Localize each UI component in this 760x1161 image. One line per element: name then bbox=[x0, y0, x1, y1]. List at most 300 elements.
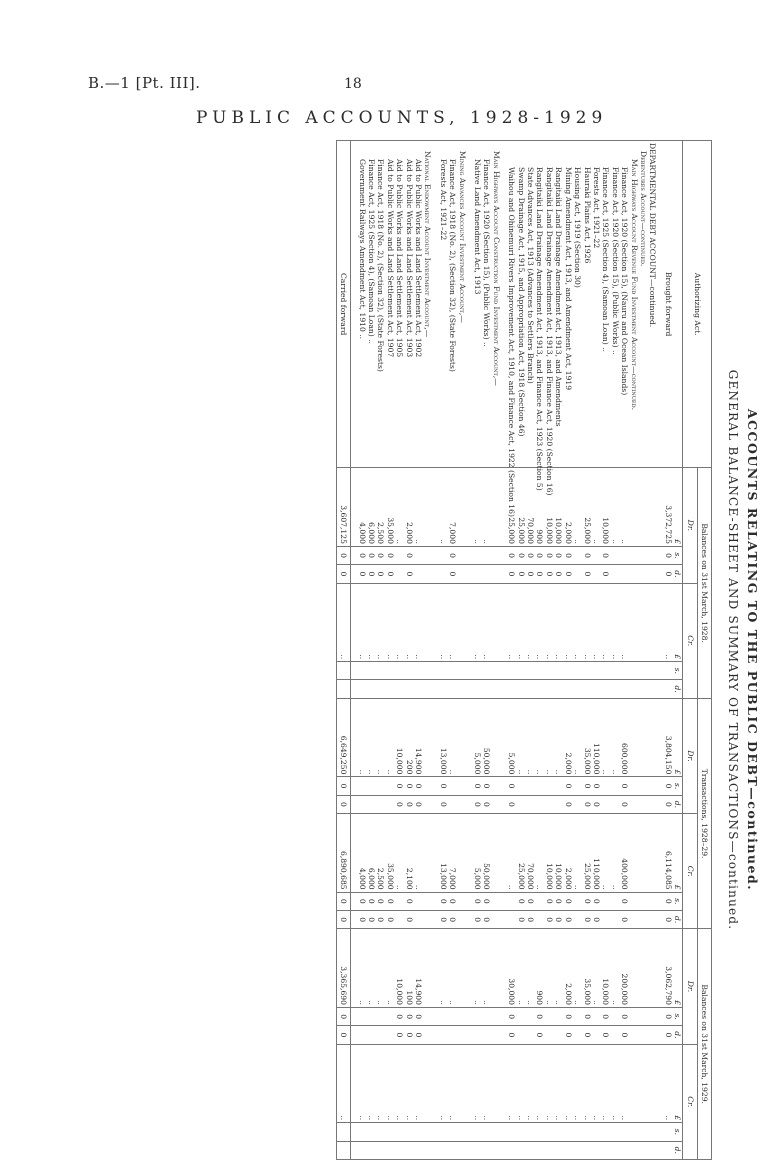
amount-pounds: 2,000 bbox=[563, 929, 572, 1008]
amount-shillings: 0 bbox=[367, 546, 376, 564]
amount-pence bbox=[385, 795, 394, 813]
amount-pounds: .. bbox=[482, 929, 491, 1008]
amount-shillings: 0 bbox=[663, 1007, 672, 1025]
amount-shillings bbox=[448, 662, 457, 680]
amount-shillings bbox=[491, 662, 500, 680]
amount-pounds: .. bbox=[620, 468, 629, 547]
amount-pounds: .. bbox=[414, 468, 423, 547]
rotated-table-region bbox=[120, 140, 760, 1160]
amount-pence: 0 bbox=[448, 910, 457, 928]
amount-pounds: .. bbox=[573, 1044, 582, 1123]
amount-shillings bbox=[663, 662, 672, 680]
amount-pounds: .. bbox=[385, 1044, 394, 1123]
amount-pounds: .. bbox=[620, 1044, 629, 1123]
amount-pence: 0 bbox=[526, 910, 535, 928]
amount-pounds bbox=[501, 468, 507, 547]
amount-shillings bbox=[648, 662, 657, 680]
amount-pounds: .. bbox=[448, 583, 457, 662]
act-label: Forests Act, 1921–22 bbox=[438, 141, 447, 468]
amount-pence bbox=[376, 795, 385, 813]
amount-shillings bbox=[423, 662, 432, 680]
amount-shillings bbox=[357, 1123, 366, 1141]
table-row bbox=[404, 141, 413, 1160]
amount-pence bbox=[376, 1026, 385, 1044]
act-label: National Endowment Account Investment Account,— bbox=[423, 141, 432, 468]
amount-pounds bbox=[432, 583, 438, 662]
amount-shillings: 0 bbox=[404, 546, 413, 564]
amount-shillings bbox=[501, 1007, 507, 1025]
amount-pounds: .. bbox=[376, 583, 385, 662]
amount-pence bbox=[404, 680, 413, 698]
amount-pounds: 5,000 bbox=[473, 698, 482, 777]
amount-pounds: .. bbox=[554, 698, 563, 777]
amount-pence: 0 bbox=[507, 565, 516, 583]
amount-pounds: .. bbox=[376, 698, 385, 777]
amount-shillings bbox=[526, 1007, 535, 1025]
amount-pence bbox=[336, 680, 350, 698]
amount-pence bbox=[629, 1141, 638, 1160]
amount-shillings bbox=[545, 662, 554, 680]
unit-pence: d. bbox=[673, 680, 683, 698]
amount-pence bbox=[563, 680, 572, 698]
amount-shillings bbox=[491, 777, 500, 795]
unit-pounds: £ bbox=[673, 468, 683, 547]
amount-pounds bbox=[423, 468, 432, 547]
table-body bbox=[336, 141, 682, 1160]
amount-pence bbox=[357, 1141, 366, 1160]
table-row bbox=[592, 141, 601, 1160]
amount-shillings: 0 bbox=[582, 546, 591, 564]
amount-shillings: 0 bbox=[367, 892, 376, 910]
amount-shillings: 0 bbox=[395, 1007, 404, 1025]
table-row bbox=[582, 141, 591, 1160]
amount-shillings bbox=[404, 1123, 413, 1141]
amount-shillings bbox=[457, 1123, 466, 1141]
amount-pence bbox=[357, 680, 366, 698]
amount-pounds bbox=[351, 929, 358, 1008]
amount-pounds bbox=[432, 929, 438, 1008]
amount-pounds: 10,000 bbox=[554, 468, 563, 547]
amount-pence bbox=[473, 1026, 482, 1044]
amount-shillings bbox=[648, 1123, 657, 1141]
header-authorizing-act: Authorizing Act. bbox=[683, 141, 712, 468]
amount-pence bbox=[610, 910, 619, 928]
amount-shillings bbox=[336, 1123, 350, 1141]
amount-pounds: .. bbox=[610, 814, 619, 893]
amount-pence bbox=[648, 910, 657, 928]
amount-pence bbox=[457, 1026, 466, 1044]
amount-shillings bbox=[507, 1123, 516, 1141]
amount-pounds: .. bbox=[482, 1044, 491, 1123]
amount-pence bbox=[526, 1026, 535, 1044]
amount-shillings bbox=[482, 1007, 491, 1025]
amount-shillings bbox=[432, 662, 438, 680]
amount-pence bbox=[501, 680, 507, 698]
amount-pence: 0 bbox=[336, 565, 350, 583]
amount-pence: 0 bbox=[385, 910, 394, 928]
amount-shillings bbox=[395, 1123, 404, 1141]
amount-pence bbox=[573, 910, 582, 928]
amount-pounds: .. bbox=[516, 698, 525, 777]
act-label: Rangitaiki Land Drainage Amendment Act, 1913, and Finance Act, 1920 (Section 16) bbox=[545, 141, 554, 468]
amount-shillings bbox=[467, 546, 473, 564]
amount-pounds bbox=[351, 583, 358, 662]
amount-shillings: 0 bbox=[545, 892, 554, 910]
amount-pounds: .. bbox=[376, 929, 385, 1008]
amount-pounds: .. bbox=[357, 698, 366, 777]
amount-pounds: 25,000 bbox=[507, 468, 516, 547]
amount-pence bbox=[526, 795, 535, 813]
amount-shillings bbox=[516, 777, 525, 795]
act-label: Main Highways Account Construction Fund Investment Account,— bbox=[491, 141, 500, 468]
amount-shillings bbox=[554, 777, 563, 795]
amount-shillings bbox=[610, 1007, 619, 1025]
amount-pence bbox=[639, 910, 648, 928]
amount-shillings bbox=[610, 662, 619, 680]
amount-shillings bbox=[639, 777, 648, 795]
amount-shillings: 0 bbox=[535, 546, 544, 564]
amount-pence: 0 bbox=[526, 565, 535, 583]
amount-pence bbox=[482, 1026, 491, 1044]
amount-pence: 0 bbox=[601, 565, 610, 583]
amount-shillings bbox=[610, 777, 619, 795]
amount-pence bbox=[351, 795, 358, 813]
header-balances-1928: Balances on 31st March, 1928. bbox=[697, 468, 711, 699]
amount-pence bbox=[639, 1141, 648, 1160]
amount-shillings: 0 bbox=[357, 546, 366, 564]
amount-pounds bbox=[467, 929, 473, 1008]
amount-shillings bbox=[351, 662, 358, 680]
amount-pounds: .. bbox=[554, 929, 563, 1008]
amount-shillings bbox=[376, 1123, 385, 1141]
amount-shillings bbox=[629, 892, 638, 910]
amount-pence bbox=[507, 1141, 516, 1160]
amount-pence bbox=[573, 680, 582, 698]
amount-pounds: 2,000 bbox=[563, 814, 572, 893]
unit-shillings: s. bbox=[673, 892, 683, 910]
amount-shillings bbox=[592, 662, 601, 680]
amount-pounds bbox=[423, 1044, 432, 1123]
amount-pence bbox=[423, 1026, 432, 1044]
amount-pounds: .. bbox=[385, 929, 394, 1008]
amount-pence bbox=[385, 680, 394, 698]
amount-pence bbox=[573, 1141, 582, 1160]
act-label: State Advances Act, 1913 (Advances to Settlers Branch) bbox=[526, 141, 535, 468]
act-label: Main Highways Account Revenue Fund Investment Account—continued. bbox=[629, 141, 638, 468]
amount-pence bbox=[648, 565, 657, 583]
amount-pounds: .. bbox=[448, 929, 457, 1008]
amount-shillings bbox=[657, 1123, 663, 1141]
amount-shillings: 0 bbox=[526, 892, 535, 910]
amount-pence: 0 bbox=[507, 1026, 516, 1044]
amount-shillings bbox=[501, 892, 507, 910]
amount-pence: 0 bbox=[582, 565, 591, 583]
unit-pounds: £ bbox=[673, 583, 683, 662]
act-label: Native Land Amendment Act, 1913 bbox=[473, 141, 482, 468]
table-row bbox=[473, 141, 482, 1160]
table-row bbox=[457, 141, 466, 1160]
amount-pence bbox=[610, 680, 619, 698]
amount-pounds bbox=[501, 583, 507, 662]
amount-pounds: .. bbox=[516, 583, 525, 662]
amount-pence bbox=[351, 680, 358, 698]
header-dr: Dr. bbox=[683, 929, 697, 1044]
table-row bbox=[336, 141, 350, 1160]
amount-pence: 0 bbox=[482, 910, 491, 928]
amount-pence bbox=[620, 1141, 629, 1160]
amount-pence bbox=[573, 795, 582, 813]
act-label: Swamp Drainage Act, 1915, and Appropriation Act, 1918 (Section 46) bbox=[516, 141, 525, 468]
amount-pence: 0 bbox=[448, 565, 457, 583]
amount-pounds: .. bbox=[592, 583, 601, 662]
amount-pounds: .. bbox=[573, 698, 582, 777]
units-row bbox=[673, 141, 683, 1160]
amount-shillings bbox=[648, 892, 657, 910]
amount-pounds: .. bbox=[395, 1044, 404, 1123]
amount-shillings bbox=[639, 892, 648, 910]
unit-shillings: s. bbox=[673, 662, 683, 680]
table-row bbox=[414, 141, 423, 1160]
amount-pounds: .. bbox=[573, 814, 582, 893]
amount-shillings bbox=[395, 662, 404, 680]
amount-shillings bbox=[629, 777, 638, 795]
table-row bbox=[648, 141, 657, 1160]
amount-pence: 0 bbox=[357, 565, 366, 583]
amount-pounds bbox=[648, 1044, 657, 1123]
amount-pence bbox=[376, 1141, 385, 1160]
amount-pounds: .. bbox=[663, 1044, 672, 1123]
amount-pence: 0 bbox=[592, 910, 601, 928]
amount-pounds: .. bbox=[367, 698, 376, 777]
amount-pounds: 25,000 bbox=[516, 468, 525, 547]
amount-shillings: 0 bbox=[482, 777, 491, 795]
unit-shillings: s. bbox=[673, 777, 683, 795]
unit-pence: d. bbox=[673, 1026, 683, 1044]
amount-pence bbox=[610, 565, 619, 583]
table-row bbox=[376, 141, 385, 1160]
amount-shillings bbox=[648, 1007, 657, 1025]
amount-pence bbox=[610, 795, 619, 813]
amount-shillings bbox=[438, 1007, 447, 1025]
amount-shillings bbox=[601, 892, 610, 910]
amount-pounds: .. bbox=[601, 1044, 610, 1123]
table-row bbox=[385, 141, 394, 1160]
amount-shillings bbox=[620, 662, 629, 680]
act-label: Waihou and Ohinemuri Rivers Improvement Act, 1910, and Finance Act, 1922 (Section 16) bbox=[507, 141, 516, 468]
amount-pounds: 35,000 bbox=[385, 814, 394, 893]
amount-pence: 0 bbox=[336, 910, 350, 928]
amount-pence bbox=[663, 1141, 672, 1160]
amount-pence bbox=[376, 680, 385, 698]
amount-pounds: 2,100 bbox=[404, 814, 413, 893]
amount-pounds: 4,000 bbox=[357, 468, 366, 547]
amount-shillings bbox=[554, 662, 563, 680]
unit-pence: d. bbox=[673, 795, 683, 813]
amount-shillings bbox=[467, 1123, 473, 1141]
amount-shillings bbox=[423, 777, 432, 795]
amount-pounds: .. bbox=[554, 1044, 563, 1123]
amount-shillings: 0 bbox=[563, 892, 572, 910]
amount-pence bbox=[501, 795, 507, 813]
amount-pence: 0 bbox=[414, 1026, 423, 1044]
amount-pence bbox=[473, 565, 482, 583]
amount-shillings bbox=[582, 1123, 591, 1141]
amount-pence bbox=[501, 565, 507, 583]
act-label: Finance Act, 1920 (Section 15), (Nauru and Ocean Islands) bbox=[620, 141, 629, 468]
amount-shillings bbox=[563, 662, 572, 680]
amount-pounds: 10,000 bbox=[601, 929, 610, 1008]
amount-pounds: .. bbox=[357, 1044, 366, 1123]
amount-shillings bbox=[457, 1007, 466, 1025]
amount-shillings: 0 bbox=[507, 777, 516, 795]
amount-pence bbox=[545, 680, 554, 698]
spacer-row bbox=[501, 141, 507, 1160]
amount-pence bbox=[423, 1141, 432, 1160]
amount-shillings bbox=[491, 892, 500, 910]
amount-shillings bbox=[592, 546, 601, 564]
amount-shillings bbox=[385, 777, 394, 795]
amount-pounds: .. bbox=[601, 583, 610, 662]
amount-pounds: 2,500 bbox=[376, 468, 385, 547]
header-transactions: Transactions, 1928–29. bbox=[697, 698, 711, 929]
act-label: Mining Amendment Act, 1913, and Amendment Act, 1919 bbox=[563, 141, 572, 468]
amount-pounds bbox=[457, 583, 466, 662]
amount-pence: 0 bbox=[545, 910, 554, 928]
amount-shillings bbox=[473, 1007, 482, 1025]
amount-shillings bbox=[620, 546, 629, 564]
amount-shillings bbox=[367, 1007, 376, 1025]
amount-pounds: .. bbox=[526, 1044, 535, 1123]
amount-pounds: 6,114,085 bbox=[663, 814, 672, 893]
amount-shillings bbox=[663, 1123, 672, 1141]
amount-pence bbox=[648, 680, 657, 698]
amount-pence: 0 bbox=[620, 910, 629, 928]
amount-shillings bbox=[414, 546, 423, 564]
amount-shillings bbox=[639, 1007, 648, 1025]
amount-pence bbox=[438, 565, 447, 583]
amount-pence bbox=[639, 565, 648, 583]
amount-shillings bbox=[648, 546, 657, 564]
amount-pounds: 7,000 bbox=[448, 814, 457, 893]
amount-pence: 0 bbox=[507, 795, 516, 813]
amount-pounds: .. bbox=[414, 1044, 423, 1123]
amount-pence bbox=[404, 1141, 413, 1160]
act-label: Finance Act, 1918 (No. 2), (Section 32), (State Forests) bbox=[376, 141, 385, 468]
amount-pounds bbox=[657, 1044, 663, 1123]
amount-pence bbox=[414, 565, 423, 583]
act-label: Finance Act, 1918 (No. 2), (Section 32), (State Forests) bbox=[448, 141, 457, 468]
header-cr: Cr. bbox=[683, 583, 697, 698]
amount-pence: 0 bbox=[376, 565, 385, 583]
amount-pounds bbox=[457, 468, 466, 547]
act-label bbox=[467, 141, 473, 468]
amount-shillings: 0 bbox=[554, 546, 563, 564]
amount-shillings: 0 bbox=[663, 777, 672, 795]
amount-pounds: .. bbox=[448, 1044, 457, 1123]
amount-pence: 0 bbox=[563, 565, 572, 583]
amount-pounds bbox=[423, 814, 432, 893]
amount-pence bbox=[610, 1026, 619, 1044]
amount-pounds: .. bbox=[336, 1044, 350, 1123]
amount-pence: 0 bbox=[395, 795, 404, 813]
amount-pence: 0 bbox=[545, 565, 554, 583]
amount-shillings bbox=[385, 1007, 394, 1025]
amount-shillings bbox=[554, 1123, 563, 1141]
amount-pounds: 3,372,725 bbox=[663, 468, 672, 547]
amount-pounds bbox=[648, 583, 657, 662]
amount-pence bbox=[629, 910, 638, 928]
amount-pounds: .. bbox=[438, 468, 447, 547]
act-label: Government Railways Amendment Act, 1910 .. bbox=[357, 141, 366, 468]
table-title: ACCOUNTS RELATING TO THE PUBLIC DEBT—continued. bbox=[745, 408, 760, 892]
table-row bbox=[491, 141, 500, 1160]
amount-pounds: .. bbox=[438, 583, 447, 662]
amount-pounds: .. bbox=[663, 583, 672, 662]
amount-pounds: 35,000 bbox=[385, 468, 394, 547]
amount-pounds: .. bbox=[545, 698, 554, 777]
amount-shillings: 0 bbox=[385, 892, 394, 910]
amount-pounds: 600,000 bbox=[620, 698, 629, 777]
amount-pence bbox=[438, 1141, 447, 1160]
amount-pounds: .. bbox=[582, 583, 591, 662]
amount-pence bbox=[467, 1141, 473, 1160]
amount-pounds bbox=[629, 583, 638, 662]
amount-pounds: .. bbox=[385, 698, 394, 777]
amount-pounds: 25,000 bbox=[516, 814, 525, 893]
amount-pounds bbox=[648, 929, 657, 1008]
amount-pounds bbox=[457, 814, 466, 893]
amount-pounds bbox=[629, 698, 638, 777]
amount-shillings: 0 bbox=[438, 777, 447, 795]
amount-pence: 0 bbox=[376, 910, 385, 928]
unit-pence: d. bbox=[673, 565, 683, 583]
amount-pence bbox=[367, 1026, 376, 1044]
amount-pence bbox=[582, 1141, 591, 1160]
amount-pounds: .. bbox=[385, 583, 394, 662]
amount-pence: 0 bbox=[563, 1026, 572, 1044]
unit-pence: d. bbox=[673, 910, 683, 928]
act-label: Rangitaiki Land Drainage Amendment Act, 1913, and Amendments bbox=[554, 141, 563, 468]
amount-shillings bbox=[592, 1123, 601, 1141]
amount-pence bbox=[610, 1141, 619, 1160]
amount-pence: 0 bbox=[404, 795, 413, 813]
amount-shillings bbox=[620, 1123, 629, 1141]
amount-pounds: 10,000 bbox=[554, 814, 563, 893]
amount-shillings bbox=[582, 662, 591, 680]
amount-pounds: .. bbox=[535, 698, 544, 777]
amount-pence bbox=[432, 1141, 438, 1160]
amount-pounds: .. bbox=[414, 583, 423, 662]
amount-shillings bbox=[467, 892, 473, 910]
amount-pounds bbox=[501, 814, 507, 893]
amount-pounds: 3,365,690 bbox=[336, 929, 350, 1008]
amount-pounds bbox=[457, 698, 466, 777]
act-label: Mining Advances Account Investment Account,— bbox=[457, 141, 466, 468]
amount-shillings bbox=[423, 1123, 432, 1141]
amount-pence bbox=[592, 1141, 601, 1160]
amount-shillings bbox=[448, 777, 457, 795]
amount-pence bbox=[516, 795, 525, 813]
amount-pounds: .. bbox=[535, 583, 544, 662]
amount-shillings: 0 bbox=[563, 546, 572, 564]
amount-pence: 0 bbox=[663, 795, 672, 813]
amount-pounds: 10,000 bbox=[395, 698, 404, 777]
amount-shillings bbox=[573, 1007, 582, 1025]
amount-pounds: .. bbox=[563, 583, 572, 662]
amount-pounds: .. bbox=[610, 468, 619, 547]
amount-shillings: 0 bbox=[535, 1007, 544, 1025]
table-row bbox=[639, 141, 648, 1160]
